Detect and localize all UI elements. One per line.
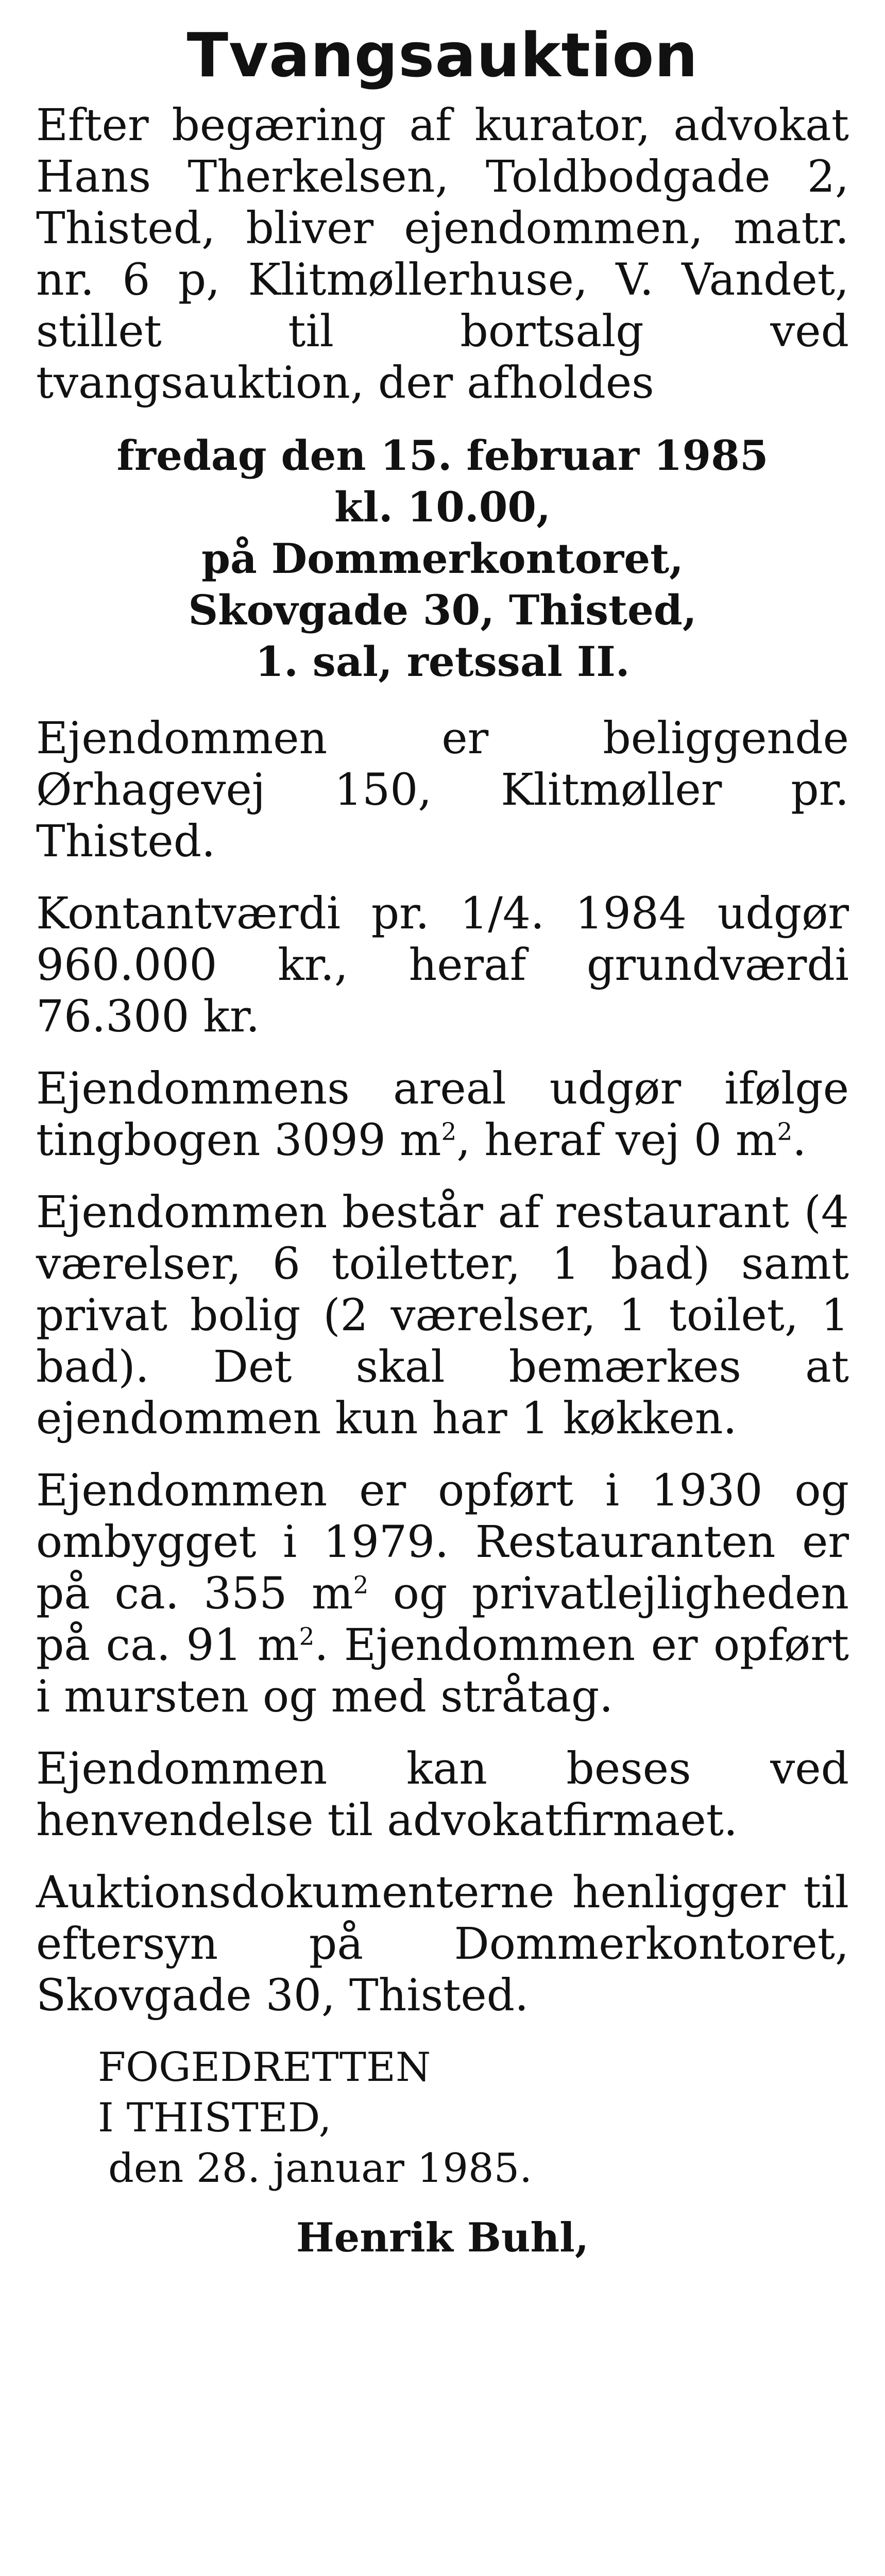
documents-paragraph: Auktionsdokumenterne henligger til eftersyn på Dommerkontoret, Skovgade 30, Thisted. [36,1867,849,2021]
value-paragraph: Kontantværdi pr. 1/4. 1984 udgør 960.000 kr., heraf grundværdi 76.300 kr. [36,888,849,1042]
notice-date: den 28. januar 1985. [108,2145,532,2192]
area-text-3: . [792,1114,807,1166]
court-name: FOGEDRETTEN [98,2044,431,2091]
built-text-3: . Ejendommen er opført i mursten og med stråtag. [36,1619,849,1722]
area-text-1: Ejendommens areal udgør ifølge tingbogen 3099 m [36,1063,849,1166]
area-superscript-1: 2 [441,1118,457,1146]
description-paragraph: Ejendommen består af restaurant (4 værelser, 6 toiletter, 1 bad) samt privat bolig (2 værelser, 1 toilet, 1 bad). Det skal bemærkes at ejendommen kun har 1 køkken. [36,1187,849,1444]
auction-details [36,430,849,687]
built-paragraph [36,1465,849,1723]
area-superscript-2: 2 [777,1118,793,1146]
auction-venue: på Dommerkontoret, [201,534,684,583]
intro-paragraph: Efter begæring af kurator, advokat Hans Therkelsen, Toldbodgade 2, Thisted, bliver ejendommen, matr. nr. 6 p, Klitmøllerhuse, V. Vandet, stillet til bortsalg ved tvangsauktion, der afholdes [36,99,849,409]
area-paragraph [36,1063,849,1166]
signature: Henrik Buhl, [296,2214,589,2261]
court-block [98,2042,849,2194]
built-text-2: og privatlejligheden på ca. 91 m [36,1568,849,1671]
location-paragraph: Ejendommen er beliggende Ørhagevej 150, Klitmøller pr. Thisted. [36,713,849,867]
auction-address: Skovgade 30, Thisted, [188,585,697,634]
auction-date: fredag den 15. februar 1985 [116,431,769,480]
viewing-paragraph: Ejendommen kan beses ved henvendelse til advokatfirmaet. [36,1743,849,1846]
built-superscript-2: 2 [299,1623,315,1651]
notice-title: Tvangsauktion [186,20,699,91]
auction-room: 1. sal, retssal II. [255,637,630,686]
built-superscript-1: 2 [353,1571,369,1600]
court-location: I THISTED, [98,2094,332,2141]
built-text-1: Ejendommen er opført i 1930 og ombygget i 1979. Restauranten er på ca. 355 m [36,1465,849,1619]
auction-time: kl. 10.00, [334,482,551,531]
area-text-2: , heraf vej 0 m [456,1114,777,1166]
